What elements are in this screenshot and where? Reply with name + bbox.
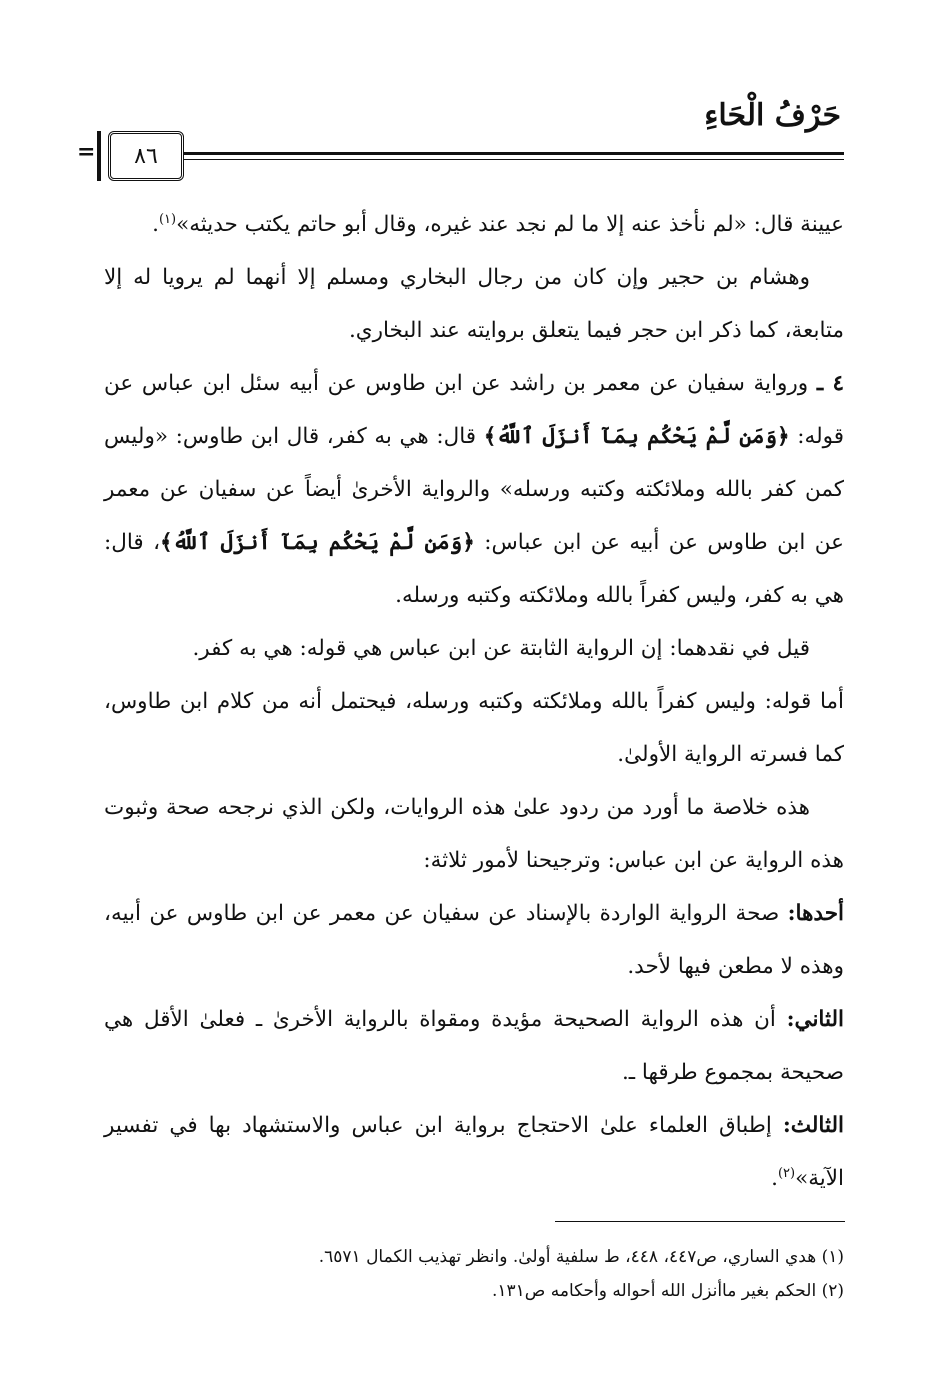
paragraph-5: أما قوله: وليس كفراً بالله وملائكته وكتبه ورسله، فيحتمل أنه من كلام ابن طاوس، كما فسرته الرواية الأولىٰ.: [104, 689, 844, 767]
point-label-3: الثالث:: [782, 1113, 844, 1138]
footnote-ref-2: (٢): [777, 1165, 796, 1181]
point-label-2: الثاني:: [786, 1007, 844, 1032]
footnote-2: (٢) الحكم بغير ماأنزل الله أحواله وأحكامه ص١٣١.: [491, 1281, 844, 1301]
header-rule-thin: [180, 159, 844, 160]
paragraph-2: وهشام بن حجير وإن كان من رجال البخاري ومسلم إلا أنهما لم يرويا له إلا متابعة، كما ذكر ابن حجر فيما يتعلق بروايته عند البخاري.: [104, 265, 844, 343]
footnote-ref-1: (١): [158, 211, 177, 227]
header-ornament: =: [77, 139, 96, 165]
footnotes: [104, 1240, 844, 1308]
paragraph-4: قيل في نقدهما: إن الرواية الثابتة عن ابن عباس هي قوله: هي به كفر.: [192, 636, 810, 661]
paragraph-7: أحدها: صحة الرواية الواردة بالإسناد عن سفيان عن معمر عن ابن طاوس عن أبيه، وهذه لا مطعن فيها لأحد.: [104, 901, 844, 979]
footnote-separator: [555, 1221, 845, 1222]
paragraph-8: الثاني: أن هذه الرواية الصحيحة مؤيدة ومقواة بالرواية الأخرىٰ ـ فعلىٰ الأقل هي صحيحة بمجموع طرقها ـ.: [104, 1007, 844, 1085]
point-label-1: أحدها:: [787, 901, 844, 926]
paragraph-6: هذه خلاصة ما أورد من ردود علىٰ هذه الروايات، ولكن الذي نرجحه صحة وثبوت هذه الرواية عن ابن عباس: وترجيحنا لأمور ثلاثة:: [104, 795, 844, 873]
quran-quote-2: ﴿وَمَن لَّمْ يَحْكُم بِمَآ أَنزَلَ ٱللَّهُ﴾: [160, 530, 475, 555]
footnote-1: (١) هدي الساري، ص٤٤٧، ٤٤٨، ط سلفية أولىٰ. وانظر تهذيب الكمال ٦٥٧١.: [318, 1247, 844, 1267]
quran-quote-1: ﴿وَمَن لَّمْ يَحْكُم بِمَآ أَنزَلَ ٱللَّهُ﴾: [483, 424, 790, 449]
item-number-4: ٤ ـ: [816, 371, 844, 396]
page-number: ٨٦: [108, 131, 184, 181]
paragraph-1: عيينة قال: «لم نأخذ عنه إلا ما لم نجد عند غيره، وقال أبو حاتم يكتب حديثه»$^{(١)}$.: [152, 211, 844, 237]
page-number-frame-bar: [97, 131, 101, 181]
running-title: حَرْفُ الْحَاءِ: [704, 98, 841, 133]
paragraph-9: الثالث: إطباق العلماء علىٰ الاحتجاج برواية ابن عباس والاستشهاد بها في تفسير الآية»$^{(٢)}$.: [104, 1113, 844, 1191]
header-rule-thick: [180, 152, 844, 155]
body-text: [104, 198, 844, 1205]
paragraph-3: ٤ ـ ورواية سفيان عن معمر بن راشد عن ابن طاوس عن أبيه سئل ابن عباس عن قوله: ﴿وَمَن لَّمْ يَحْكُم بِمَآ أَنزَلَ ٱللَّهُ﴾ قال: هي به كفر، قال ابن طاوس: «وليس كمن كفر بالله وملائكته وكتبه ورسله» والرواية الأخرىٰ أيضاً عن سفيان عن معمر عن ابن طاوس عن أبيه عن ابن عباس: ﴿وَمَن لَّمْ يَحْكُم بِمَآ أَنزَلَ ٱللَّهُ﴾، قال: هي به كفر، وليس كفراً بالله وملائكته وكتبه ورسله.: [104, 371, 845, 608]
